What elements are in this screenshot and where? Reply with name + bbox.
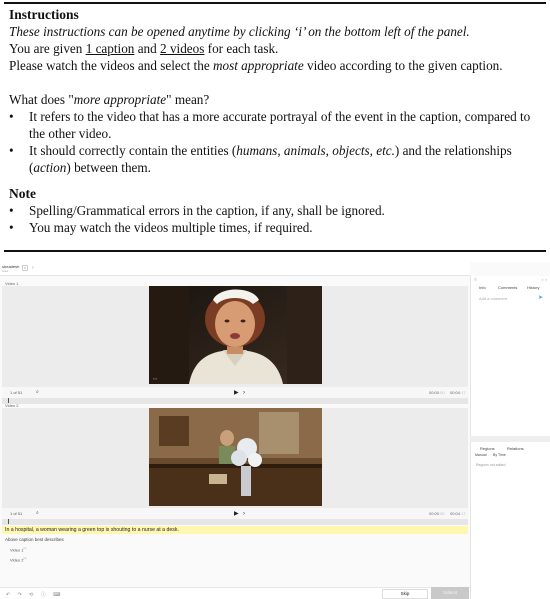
bottom-divider [4,250,546,252]
play-icon[interactable]: ▶ [234,390,239,396]
note-heading: Note [9,186,36,201]
definition-bullet-accuracy: • It refers to the video that has a more accurate portrayal of the event in the caption, compared to the other video. [9,108,543,142]
video-2-total-time: 00:04:17 [450,511,466,516]
instructions-line-select: Please watch the videos and select the most appropriate video according to the given caption. [9,58,503,73]
video-2-controls [2,508,468,519]
definition-bullet-entities: • It should correctly contain the entities (humans, animals, objects, etc.) and the relationships (action) between them. [9,142,543,176]
tool-bottom-bar [0,587,470,599]
video-2-frame[interactable] [149,408,322,506]
definition-question: What does "more appropriate" mean? [9,92,210,107]
sort-manual[interactable]: Manual [475,453,487,457]
question-label: Above caption best describes [5,537,64,542]
panel-grip-icon[interactable]: ⠿ [474,277,477,282]
top-divider [4,2,546,4]
video-2-timeline-handle[interactable] [8,519,9,524]
instructions-panel [9,6,543,236]
zoom-icon[interactable]: ⌕ [36,510,39,516]
note-list [9,202,543,236]
comment-input[interactable]: Add a comment [479,296,508,301]
videos-count: 2 videos [160,41,205,56]
video-2-current-time: 00:00:00 [429,511,445,516]
video-1-total-time: 00:04:17 [450,390,466,395]
play-icon[interactable]: ▶ [234,511,239,517]
chevron-right-icon[interactable]: › [32,265,34,271]
close-icon[interactable]: × [23,265,27,270]
video-1-frame[interactable] [149,286,322,384]
zoom-icon[interactable]: ⌕ [36,389,39,395]
tab-comments[interactable]: Comments [498,285,518,290]
annotation-tool-screenshot [0,262,550,599]
submit-button[interactable]: Submit [431,587,469,599]
undo-redo-reset-info-keyboard-icons[interactable]: ↶ ↷ ⟲ ⓘ ⌨ [6,592,64,598]
video-2-thumbnail [149,408,322,506]
comments-panel [470,276,550,436]
tool-tab-bar [0,262,470,276]
video-1-label: Video 1 [5,281,19,286]
svg-text:▪▪▪: ▪▪▪ [153,376,158,381]
video-1-thumbnail [149,286,322,384]
video-1-timeline[interactable] [2,398,468,404]
note-bullet-spelling: • Spelling/Grammatical errors in the caption, if any, shall be ignored. [9,202,543,219]
regions-panel [470,442,550,599]
tab-history[interactable]: History [527,285,540,290]
video-2-frame-counter[interactable]: 1 of 51 [10,511,23,516]
next-frame-icon[interactable]: › [243,390,245,396]
video-2-timeline[interactable] [2,519,468,525]
caption-count: 1 caption [85,41,135,56]
choice-video-2[interactable]: Video 2[2] [10,557,27,563]
video-1-frame-counter[interactable]: 1 of 51 [10,390,23,395]
send-icon[interactable]: ➤ [538,295,544,301]
panel-close-icon[interactable]: × × [541,277,547,282]
instructions-heading: Instructions [9,7,79,22]
video-2-label: Video 2 [5,403,19,408]
instructions-line-given: You are given 1 caption and 2 videos for each task. [9,41,279,56]
tab-regions[interactable]: Regions [480,446,495,451]
video-1-controls [2,387,468,398]
note-bullet-rewatch: • You may watch the videos multiple times, if required. [9,219,543,236]
instructions-line-reopen: These instructions can be opened anytime by clicking ‘i’ on the bottom left of the panel. [9,24,470,39]
skip-button[interactable]: Skip [382,589,428,599]
choice-video-1[interactable]: Video 1[1] [10,547,27,553]
regions-empty-message: Regions not added [476,463,506,467]
definition-list [9,108,543,176]
video-1-current-time: 00:00:00 [429,390,445,395]
sort-by-time[interactable]: By Time [493,453,506,457]
caption-text: In a hospital, a woman wearing a green top is shouting to a nurse at a desk. [2,526,468,534]
tab-relations[interactable]: Relations [507,446,524,451]
tab-info[interactable]: Info [479,285,486,290]
task-tab[interactable]: sheadesh read [2,264,20,273]
next-frame-icon[interactable]: › [243,511,245,517]
